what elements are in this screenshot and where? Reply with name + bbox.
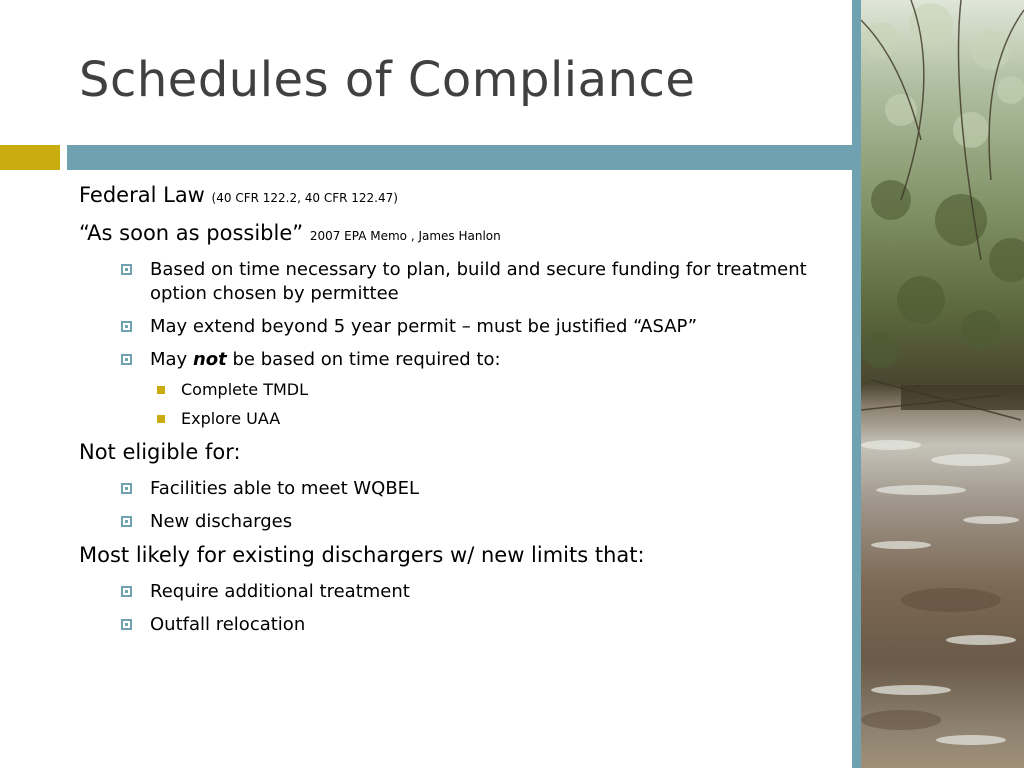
not-eligible-text: Not eligible for: (79, 440, 241, 464)
federal-law-item (79, 183, 398, 207)
accent-bar-teal (67, 145, 857, 170)
sub-bullet-icon (157, 386, 165, 394)
bullet-icon (121, 619, 132, 630)
not-eligible-bullet-1-text: Facilities able to meet WQBEL (150, 478, 420, 499)
asap-bullet-2-text: May extend beyond 5 year permit – must be justified “ASAP” (150, 316, 698, 337)
slide-title: Schedules of Compliance (79, 52, 696, 108)
asap-item (79, 221, 501, 245)
asap-bullet-2 (150, 315, 810, 339)
may-not-emphasis: not (192, 349, 227, 370)
bullet-icon (121, 516, 132, 527)
most-likely-bullet-2 (150, 613, 810, 637)
most-likely-item (79, 543, 645, 567)
asap-ref: 2007 EPA Memo , James Hanlon (309, 229, 501, 243)
federal-law-ref: (40 CFR 122.2, 40 CFR 122.47) (211, 191, 398, 205)
bullet-icon (121, 321, 132, 332)
may-not-prefix: May (150, 349, 188, 370)
sub-bullet-icon (157, 415, 165, 423)
most-likely-bullet-1-text: Require additional treatment (150, 581, 410, 602)
river-photo-art (861, 0, 1024, 768)
sub-item-uaa (181, 409, 280, 428)
asap-text: “As soon as possible” (79, 221, 304, 245)
bullet-icon (121, 586, 132, 597)
most-likely-text: Most likely for existing dischargers w/ new limits that: (79, 543, 645, 567)
bullet-icon (121, 483, 132, 494)
sub-item-tmdl-text: Complete TMDL (181, 380, 309, 399)
not-eligible-item (79, 440, 241, 464)
may-not-suffix: be based on time required to: (232, 349, 501, 370)
not-eligible-bullet-2 (150, 510, 810, 534)
river-photo (861, 0, 1024, 768)
may-not-bullet (150, 348, 810, 372)
sub-item-tmdl (181, 380, 308, 399)
most-likely-bullet-2-text: Outfall relocation (150, 614, 306, 635)
bullet-icon (121, 354, 132, 365)
bullet-icon (121, 264, 132, 275)
sub-item-uaa-text: Explore UAA (181, 409, 281, 428)
accent-bar-gold (0, 145, 60, 170)
most-likely-bullet-1 (150, 580, 810, 604)
federal-law-text: Federal Law (79, 183, 205, 207)
photo-border (852, 0, 861, 768)
asap-bullet-1-text: Based on time necessary to plan, build and secure funding for treatment option chosen by permittee (150, 259, 807, 304)
not-eligible-bullet-1 (150, 477, 810, 501)
not-eligible-bullet-2-text: New discharges (150, 511, 293, 532)
asap-bullet-1 (150, 258, 810, 306)
